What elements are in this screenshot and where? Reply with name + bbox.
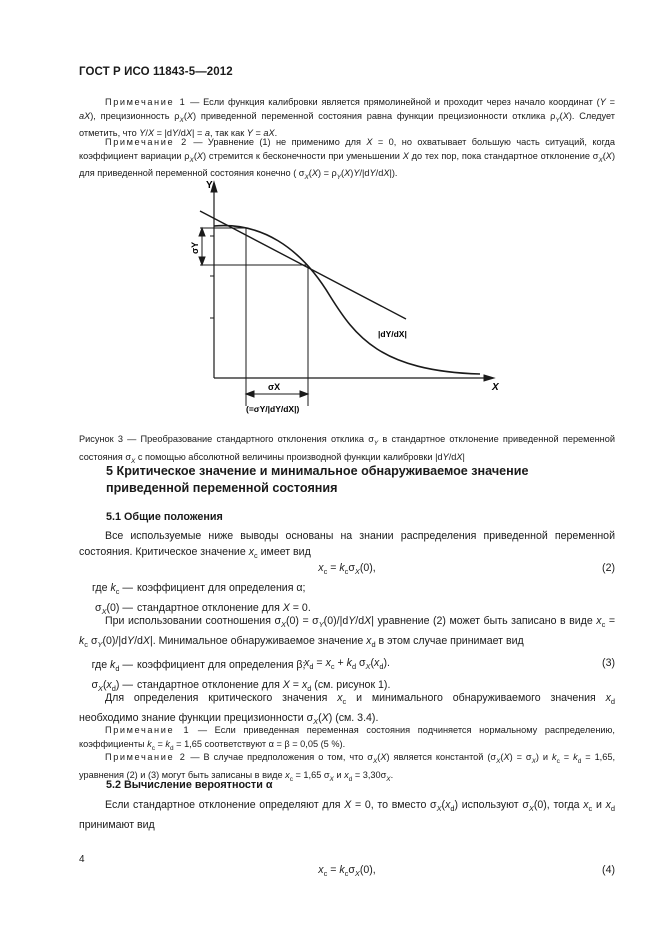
x-axis-label: X xyxy=(492,382,499,393)
section-5-1-heading: 5.1 Общие положения xyxy=(106,511,223,523)
note-2-top: Примечание 2 — Уравнение (1) не применимо для X = 0, но охватывает большую часть ситуаций, когда коэффициент вариации $\rho_X(X)$ стремится к бесконечности при уменьшении X до тех пор, пока стандартное отклонение $\sigma_X(X)$ для приведенной переменной состояния конечно ( $\sigma_X(X) = \rho_Y(X)Y/|dY/dX|$). xyxy=(79,137,615,182)
figure-caption: Рисунок 3 — Преобразование стандартного отклонения отклика $\sigma_Y$ в стандартное отклонение приведенной переменной состояния $\sigma_X$ с помощью абсолютной величины производной функции калибровки |dY/dX| xyxy=(79,434,615,465)
sigma-y-label: σY xyxy=(190,241,200,254)
y-axis-label: Y xyxy=(206,180,213,191)
section-5-2-heading: 5.2 Вычисление вероятности α xyxy=(106,779,273,791)
equation-3: $x_d = x_c + k_d$ $\sigma_X(x_d)$. (3) xyxy=(304,657,615,672)
sigma-x-label: σX xyxy=(268,382,281,392)
note-1-top: Примечание 1 — Если функция калибровки является прямолинейной и проходит через начало координат (Y = aX), прецизионность $\rho_X(X)$ приведенной переменной состояния равна функции прецизионности отклика $\rho_Y(X)$. Следует отметить, что Y/X = |dY/dX| = a, так как Y = aX. xyxy=(79,97,615,139)
calibration-figure xyxy=(180,176,510,422)
where-block-1: где $k_c$ — коэффициент для определения α; $\sigma_X(0)$ — стандартное отклонение для X = 0. xyxy=(92,582,311,617)
bracket-label: (=σY/|dY/dX|) xyxy=(246,404,300,414)
section-5-heading: 5 Критическое значение и минимальное обнаруживаемое значение приведенной переменной состояния xyxy=(106,464,529,495)
section-5-2-paragraph-1: Если стандартное отклонение определяют для X = 0, то вместо $\sigma_X(x_d)$ используют $\sigma_X(0)$, тогда $x_c$ и $x_d$ принимают вид xyxy=(79,799,615,832)
section-5-1-paragraph-2: При использовании соотношения $\sigma_X(0) = \sigma_Y(0)/|dY/dX|$ уравнение (2) может быть записано в виде $x_c = k_c$ $\sigma_Y(0)/|dY/dX|$. Минимальное обнаруживаемое значение $x_d$ в этом случае принимает вид xyxy=(79,615,616,650)
slope-label: |dY/dX| xyxy=(378,329,407,339)
page-number: 4 xyxy=(79,854,85,865)
section-5-1-note-2: Примечание 2 — В случае предположения о том, что $\sigma_X(X)$ является константой $(\sigma_X(X) = \sigma_X)$ и $k_c = k_d = 1,65$, уравнения (2) и (3) могут быть записаны в виде $x_c = 1,65$ $\sigma_X$ и $x_d = 3,30\sigma_X$. xyxy=(79,752,616,783)
equation-2: $x_c = k_c\sigma_X(0)$, (2) xyxy=(318,562,615,577)
section-5-1-paragraph-3: Для определения критического значения $x_c$ и минимального обнаруживаемого значения $x_d$ необходимо знание функции прецизионности $\sigma_X(X)$ (см. 3.4). xyxy=(79,692,615,727)
section-5-1-paragraph-1: Все используемые ниже выводы основаны на знании распределения приведенной переменной состояния. Критическое значение $x_c$ имеет вид xyxy=(79,530,615,561)
section-5-1-note-1: Примечание 1 — Если приведенная переменная состояния подчиняется нормальному распределению, коэффициенты $k_c = k_d = 1,65$ соответствуют α = β = 0,05 (5 %). xyxy=(79,725,615,752)
document-header: ГОСТ Р ИСО 11843-5—2012 xyxy=(79,66,233,78)
equation-4: $x_c = k_c\sigma_X(0)$, (4) xyxy=(318,864,615,879)
where-block-2: где $k_d$ — коэффициент для определения β; $\sigma_X(x_d)$ — стандартное отклонение для $X = x_d$ (см. рисунок 1). xyxy=(91,659,391,694)
